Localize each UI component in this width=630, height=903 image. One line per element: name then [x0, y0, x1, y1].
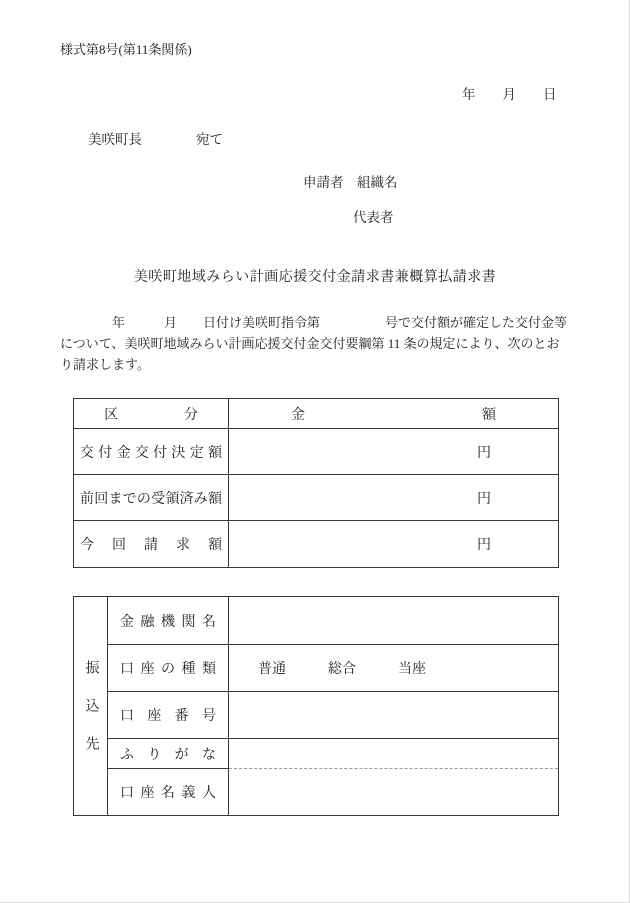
row-label-current-request-amount: 今回請求額 [74, 521, 229, 567]
yen-unit-label: 円 [477, 491, 491, 507]
value-cell-account-type [229, 645, 558, 692]
row-label-account-number: 口座番号 [108, 692, 229, 739]
amount-table-header-category [74, 399, 229, 429]
value-cell-financial-institution [229, 597, 558, 645]
addressee-line: 美咲町長 宛て [88, 132, 223, 147]
row-label-account-type: 口座の種類 [108, 645, 229, 692]
account-type-options: 普通 総合 当座 [258, 662, 426, 677]
transfer-group-label: 振込先 [83, 660, 99, 774]
applicant-line: 申請者 組織名 [303, 175, 398, 190]
header-amount-label: 金額 [291, 407, 496, 423]
value-cell-furigana [229, 739, 558, 769]
row-label-furigana: ふりがな [108, 739, 229, 769]
row-label-grant-decided-amount: 交付金交付決定額 [74, 429, 229, 475]
body-line-1: 年 月 日付け美咲町指令第 号で交付額が確定した交付金等 [60, 315, 568, 330]
amount-cell-current-request [229, 521, 558, 567]
body-paragraph [60, 312, 572, 375]
row-label-financial-institution: 金融機関名 [108, 597, 229, 645]
amount-cell-grant-decided [229, 429, 558, 475]
yen-unit-label: 円 [477, 445, 491, 461]
document-title: 美咲町地域みらい計画応援交付金請求書兼概算払請求書 [133, 270, 497, 285]
amount-table [73, 398, 559, 568]
body-line-2: について、美咲町地域みらい計画応援交付金交付要綱第 11 条の規定により、次のとお [60, 336, 560, 351]
yen-unit-label: 円 [477, 538, 491, 553]
form-number: 様式第8号(第11条関係) [60, 42, 192, 57]
transfer-table [73, 596, 559, 816]
amount-table-header-amount [229, 399, 558, 429]
header-category-label: 区分 [104, 407, 198, 423]
row-label-account-holder: 口座名義人 [108, 769, 229, 815]
transfer-group-cell [74, 597, 108, 815]
amount-cell-previously-received [229, 475, 558, 521]
body-line-3: り請求します。 [60, 357, 150, 372]
date-line: 年 月 日 [462, 87, 557, 102]
row-label-previously-received-amount: 前回までの受領済み額 [74, 475, 229, 521]
value-cell-account-number [229, 692, 558, 739]
value-cell-account-holder [229, 769, 558, 815]
representative-line: 代表者 [353, 210, 394, 225]
